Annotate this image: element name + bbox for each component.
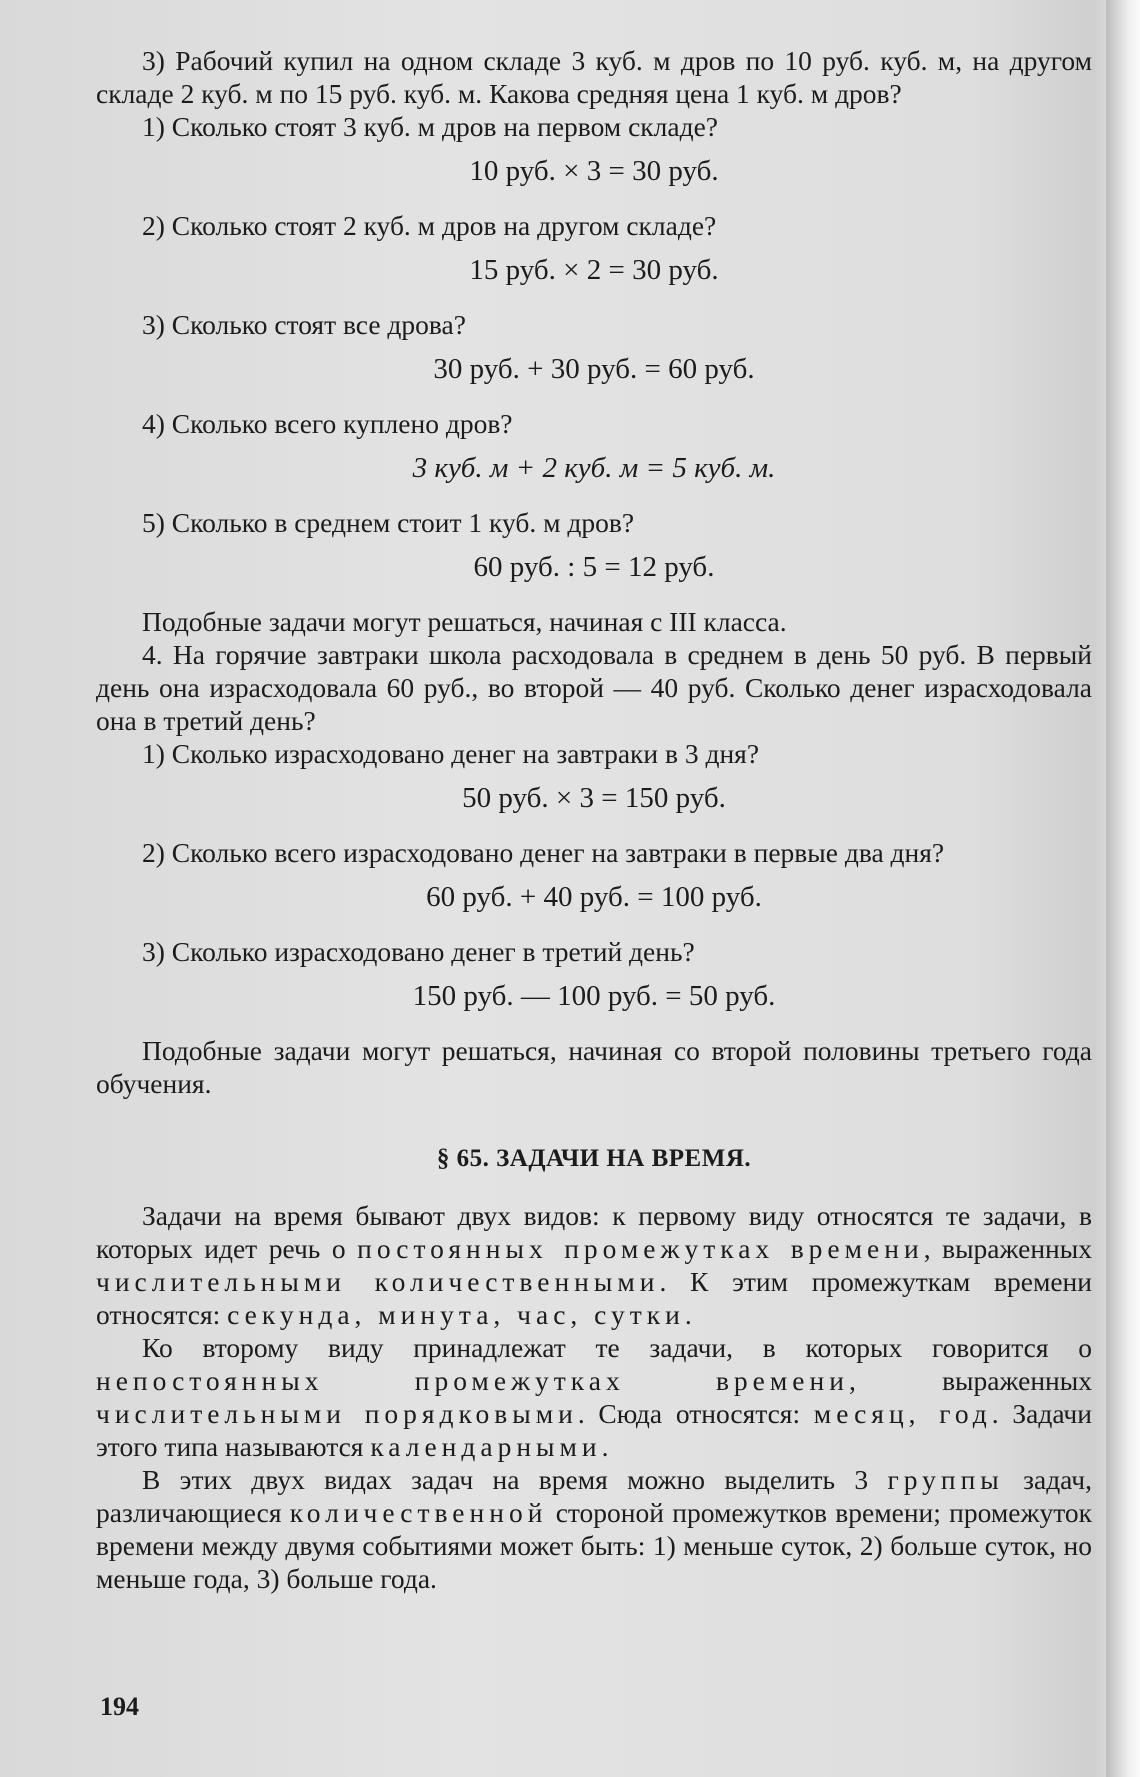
formula-5: 60 руб. : 5 = 12 руб.: [473, 551, 715, 583]
formula-6: 50 руб. × 3 = 150 руб.: [462, 782, 726, 814]
note-1: Подобные задачи могут решаться, начиная с III класса.: [142, 606, 787, 637]
question-5: 5) Сколько в среднем стоит 1 куб. м дров?: [142, 507, 635, 538]
question-4: 4) Сколько всего куплено дров?: [142, 408, 513, 439]
page-edge-shadow: [1106, 0, 1140, 1777]
section-heading: § 65. ЗАДАЧИ НА ВРЕМЯ.: [436, 1145, 752, 1172]
problem-4: 4. На горячие завтраки школа расходовала в среднем в день 50 руб. В первый день она израсходовала 60 руб., во второй — 40 руб. Сколько денег израсходовала она в третий день?: [96, 639, 1092, 736]
page-number: 194: [100, 1692, 139, 1721]
formula-1: 10 руб. × 3 = 30 руб.: [469, 155, 719, 187]
question-8: 3) Сколько израсходовано денег в третий день?: [142, 936, 695, 967]
section-paragraph-3: В этих двух видах задач на время можно выделить 3 группы задач, различающиеся количественной стороной промежутков времени; промежуток времени между двумя событиями может быть: 1) меньше суток, 2) больше суток, но меньше года, 3) больше года.: [96, 1464, 1092, 1594]
question-7: 2) Сколько всего израсходовано денег на завтраки в первые два дня?: [142, 837, 945, 868]
section-paragraph-1: Задачи на время бывают двух видов: к первому виду относятся те задачи, в которых идет речь о постоянных промежутках времени, выраженных числительными количественными. К этим промежуткам времени относятся: секунда, минута, час, сутки.: [96, 1200, 1093, 1330]
question-3: 3) Сколько стоят все дрова?: [142, 309, 466, 340]
formula-4: 3 куб. м + 2 куб. м = 5 куб. м.: [412, 452, 776, 484]
problem-3: 3) Рабочий купил на одном складе 3 куб. м дров по 10 руб. куб. м, на другом складе 2 куб. м по 15 руб. куб. м. Какова средняя цена 1 куб. м дров?: [96, 45, 1092, 109]
formula-2: 15 руб. × 2 = 30 руб.: [469, 254, 719, 286]
section-paragraph-2: Ко второму виду принадлежат те задачи, в которых говорится о непостоянных промежутках времени, выраженных числительными порядковыми. Сюда относятся: месяц, год. Задачи этого типа называются календарными.: [96, 1332, 1092, 1462]
formula-7: 60 руб. + 40 руб. = 100 руб.: [426, 881, 762, 913]
question-6: 1) Сколько израсходовано денег на завтраки в 3 дня?: [142, 738, 760, 769]
formula-8: 150 руб. — 100 руб. = 50 руб.: [412, 980, 776, 1012]
formula-3: 30 руб. + 30 руб. = 60 руб.: [433, 353, 755, 385]
page-text: [96, 44, 1092, 1595]
question-2: 2) Сколько стоят 2 куб. м дров на другом складе?: [142, 210, 717, 241]
question-1: 1) Сколько стоят 3 куб. м дров на первом складе?: [142, 111, 718, 142]
note-2: Подобные задачи могут решаться, начиная со второй половины третьего года обучения.: [96, 1035, 1092, 1099]
